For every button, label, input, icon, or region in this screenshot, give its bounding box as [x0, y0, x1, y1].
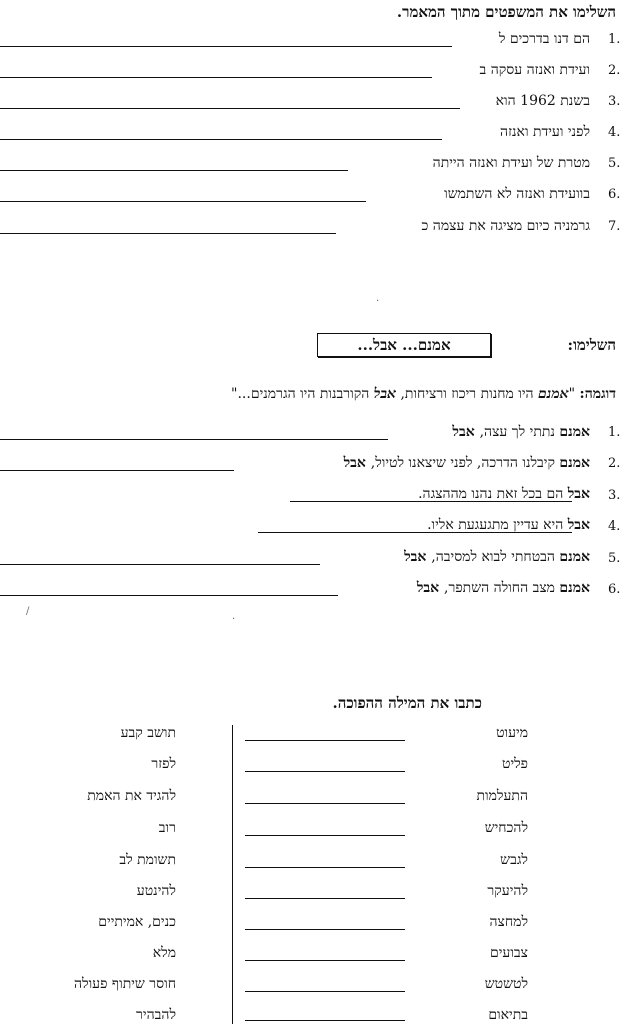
- item-text: בוועידת ואנזה לא השתמשו: [444, 186, 590, 202]
- section1-title: השלימו את המשפטים מתוך המאמר.: [396, 3, 616, 21]
- source-word: פליט: [501, 756, 528, 772]
- answer-blank[interactable]: [290, 501, 572, 502]
- answer-blank[interactable]: [0, 201, 366, 202]
- answer-blank[interactable]: [0, 77, 432, 78]
- option-word: כנים, אמיתיים: [98, 914, 176, 930]
- item-text: גרמניה כיום מציגה את עצמה כ: [421, 218, 590, 234]
- item-body: הם בכל זאת נהנו מההצגה.: [418, 486, 568, 502]
- item-number: 2.: [608, 456, 621, 471]
- item-text: [417, 579, 590, 597]
- amnam-word: אמנם: [559, 549, 590, 565]
- item-number: 1.: [608, 425, 621, 440]
- item-number: 4.: [608, 519, 621, 534]
- answer-blank[interactable]: [0, 139, 442, 140]
- item-body: קיבלנו הדרכה, לפני שיצאנו לטיול,: [370, 455, 560, 471]
- example-amnam: אמנם: [538, 386, 569, 402]
- item-text: [404, 548, 590, 566]
- section3-title: כתבו את המילה ההפוכה.: [332, 694, 482, 712]
- example-aval: אבל: [373, 386, 397, 402]
- item-text: [452, 423, 590, 441]
- answer-blank[interactable]: [0, 108, 460, 109]
- source-word: לטשטש: [484, 976, 528, 992]
- amnam-word: אמנם: [559, 424, 590, 440]
- example-mid: היו מחנות ריכוז ורציחות,: [396, 386, 539, 402]
- item-text: לפני ועידת ואנזה: [500, 124, 590, 140]
- item-text: ועידת ואנזה עסקה ב: [479, 62, 590, 78]
- answer-blank[interactable]: [0, 595, 338, 596]
- example-end: הקורבנות היו הגרמנים...": [231, 386, 374, 402]
- answer-blank[interactable]: [245, 960, 405, 961]
- source-word: להכחיש: [484, 820, 528, 836]
- aval-word: אבל: [452, 424, 480, 440]
- example-line: [231, 385, 616, 403]
- item-body: מצב החולה השתפר,: [444, 580, 560, 596]
- answer-blank[interactable]: [0, 470, 234, 471]
- item-number: 3.: [608, 94, 621, 109]
- item-body: הבטחתי לבוא למסיבה,: [431, 549, 560, 565]
- source-word: למחצה: [489, 914, 528, 930]
- item-number: 2.: [608, 63, 621, 78]
- amnam-word: אמנם: [559, 455, 590, 471]
- item-number: 1.: [608, 32, 621, 47]
- answer-blank[interactable]: [245, 898, 405, 899]
- option-word: להינטע: [136, 883, 176, 899]
- source-word: התעלמות: [476, 788, 528, 804]
- answer-blank[interactable]: [0, 46, 452, 47]
- answer-blank[interactable]: [258, 532, 572, 533]
- item-number: 5.: [608, 551, 621, 566]
- answer-blank[interactable]: [0, 170, 348, 171]
- item-text: מטרת של ועידת ואנזה הייתה: [432, 155, 590, 171]
- answer-blank[interactable]: [245, 1020, 405, 1021]
- section2-title: השלימו:: [567, 336, 616, 354]
- option-word: חוסר שיתוף פעולה: [73, 976, 176, 992]
- answer-blank[interactable]: [245, 929, 405, 930]
- scan-speck: ·: [232, 614, 236, 625]
- answer-blank[interactable]: [0, 564, 320, 565]
- item-text: הם דנו בדרכים ל: [498, 31, 590, 47]
- answer-blank[interactable]: [245, 991, 405, 992]
- source-word: לגבש: [500, 852, 528, 868]
- aval-word: אבל: [567, 517, 590, 533]
- item-text: [344, 454, 590, 472]
- answer-blank[interactable]: [245, 740, 405, 741]
- answer-blank[interactable]: [245, 867, 405, 868]
- example-label: דוגמה:: [579, 386, 616, 402]
- aval-word: אבל: [404, 549, 432, 565]
- item-number: 6.: [608, 582, 621, 597]
- scan-speck: ·: [376, 296, 380, 307]
- amnam-aval-box: אמנם... אבל...: [317, 333, 491, 357]
- answer-blank[interactable]: [245, 803, 405, 804]
- option-word: תשומת לב: [119, 852, 176, 868]
- item-body: נתתי לך עצה,: [479, 424, 560, 440]
- source-word: מיעוט: [496, 725, 528, 741]
- source-word: בתיאום: [488, 1007, 528, 1023]
- answer-blank[interactable]: [0, 439, 388, 440]
- answer-blank[interactable]: [0, 233, 336, 234]
- answer-blank[interactable]: [245, 835, 405, 836]
- option-word: להבהיר: [136, 1007, 176, 1023]
- amnam-word: אמנם: [559, 580, 590, 596]
- scan-speck: /: [26, 606, 30, 617]
- item-body: היא עדיין מתגעגעת אליו.: [427, 517, 568, 533]
- option-word: לפזר: [151, 756, 176, 772]
- aval-word: אבל: [343, 455, 371, 471]
- answer-blank[interactable]: [245, 771, 405, 772]
- aval-word: אבל: [567, 486, 590, 502]
- item-number: 6.: [608, 187, 621, 202]
- source-word: להיעקר: [487, 883, 528, 899]
- item-number: 3.: [608, 488, 621, 503]
- item-number: 5.: [608, 156, 621, 171]
- source-word: צבועים: [490, 945, 528, 961]
- item-number: 7.: [608, 219, 621, 234]
- aval-word: אבל: [416, 580, 444, 596]
- option-word: רוב: [158, 820, 176, 836]
- option-word: להגיד את האמת: [87, 788, 176, 804]
- option-word: מלא: [152, 945, 176, 961]
- example-quote-open: ": [568, 386, 576, 402]
- option-word: תושב קבע: [120, 725, 176, 741]
- column-divider: [232, 725, 233, 1024]
- item-number: 4.: [608, 125, 621, 140]
- item-text: בשנת 1962 הוא: [495, 93, 590, 109]
